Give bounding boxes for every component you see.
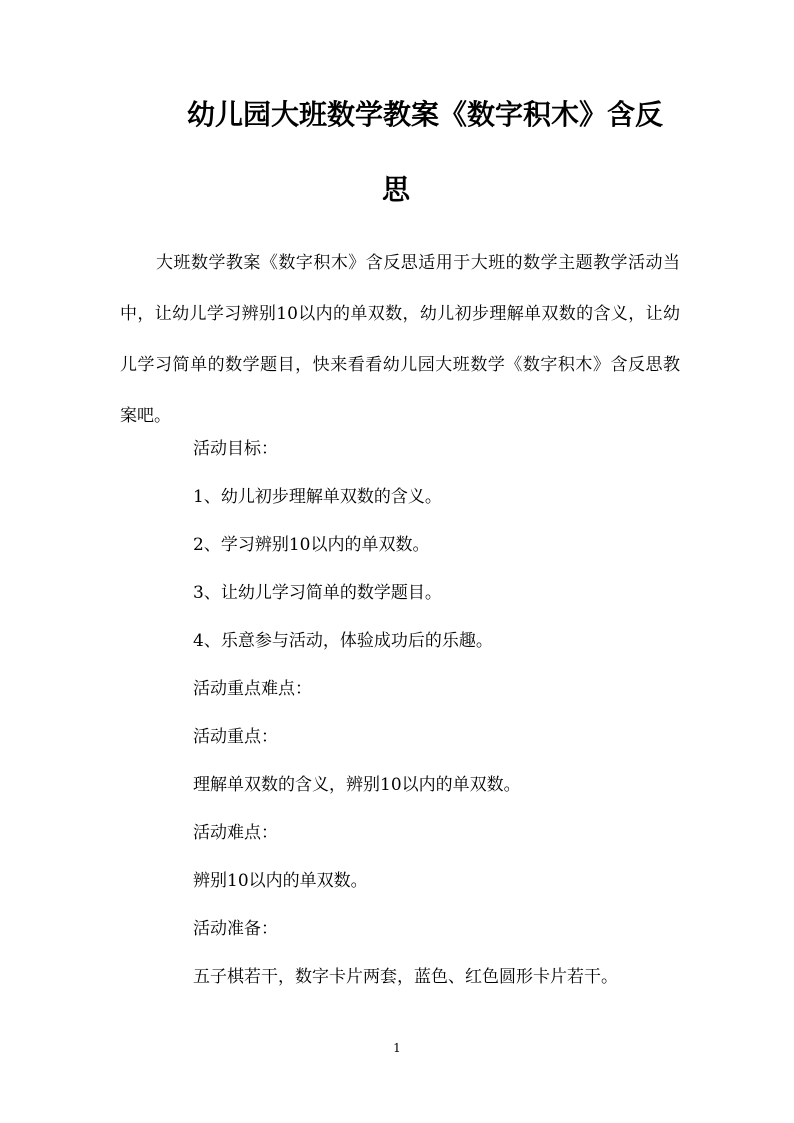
- section-heading-preparation: 活动准备：: [193, 919, 278, 939]
- objective-item-3: 3、让幼儿学习简单的数学题目。: [193, 583, 442, 603]
- section-heading-key-points: 活动重点难点：: [193, 679, 312, 699]
- document-title-line-2: 思: [382, 173, 411, 206]
- objective-item-1: 1、幼儿初步理解单双数的含义。: [193, 487, 442, 507]
- page-number: 1: [393, 1041, 401, 1055]
- section-heading-objectives: 活动目标：: [193, 439, 278, 459]
- subheading-focus: 活动重点：: [193, 727, 278, 747]
- preparation-text: 五子棋若干，数字卡片两套，蓝色、红色圆形卡片若干。: [193, 967, 618, 987]
- focus-text: 理解单双数的含义，辨别10以内的单双数。: [193, 775, 521, 795]
- intro-paragraph: 大班数学教案《数字积木》含反思适用于大班的数学主题教学活动当中，让幼儿学习辨别10以内的单双数，幼儿初步理解单双数的含义，让幼儿学习简单的数学题目，快来看看幼儿园大班数学《数字积木》含反思教案吧。: [120, 253, 680, 426]
- subheading-difficulty: 活动难点：: [193, 823, 278, 843]
- document-title-line-1: 幼儿园大班数学教案《数字积木》含反: [187, 98, 664, 131]
- difficulty-text: 辨别10以内的单双数。: [193, 871, 368, 891]
- objective-item-2: 2、学习辨别10以内的单双数。: [193, 535, 430, 555]
- objective-item-4: 4、乐意参与活动，体验成功后的乐趣。: [193, 631, 493, 651]
